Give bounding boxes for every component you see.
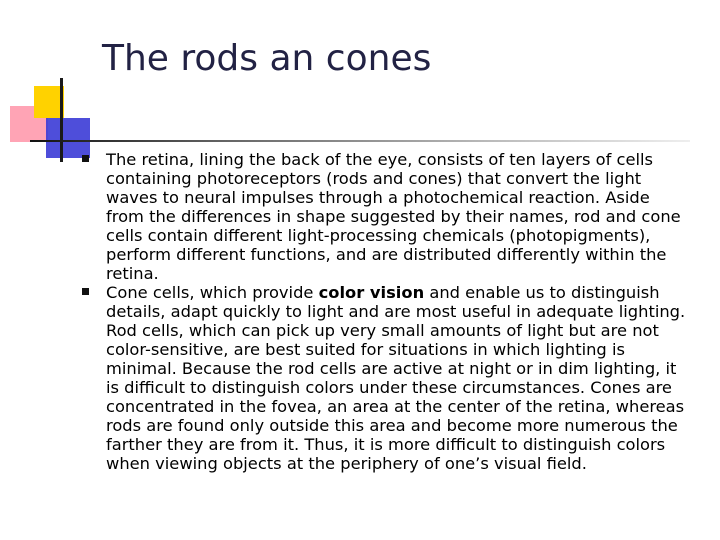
title-underline: [30, 140, 690, 142]
square-bullet-icon: [82, 288, 89, 295]
bullet-emphasis: color vision: [318, 283, 425, 302]
bullet-list: [82, 150, 688, 473]
bullet-item: [82, 283, 688, 473]
bullet-item: [82, 150, 688, 283]
slide-title: The rods an cones: [102, 38, 432, 79]
square-bullet-icon: [82, 155, 89, 162]
bullet-text: The retina, lining the back of the eye, consists of ten layers of cells containing photoreceptors (rods and cones) that convert the light waves to neural impulses through a photochemical reaction. Aside from the differences in shape suggested by their names, rod and cone cells contain different light-processing chemicals (photopigments), perform different functions, and are distributed differently within the retina.: [106, 150, 681, 283]
decoration-vertical-line: [60, 78, 63, 162]
bullet-text-end: and enable us to distinguish details, adapt quickly to light and are most useful in adequate lighting. Rod cells, which can pick up very small amounts of light but are not color-sensitive, are best suited for situations in which lighting is minimal. Because the rod cells are active at night or in dim lighting, it is difficult to distinguish colors under these circumstances. Cones are concentrated in the fovea, an area at the center of the retina, whereas rods are found only outside this area and become more numerous the farther they are from it. Thus, it is more difficult to distinguish colors when viewing objects at the periphery of one’s visual field.: [106, 283, 686, 473]
bullet-text-start: Cone cells, which provide: [106, 283, 319, 302]
